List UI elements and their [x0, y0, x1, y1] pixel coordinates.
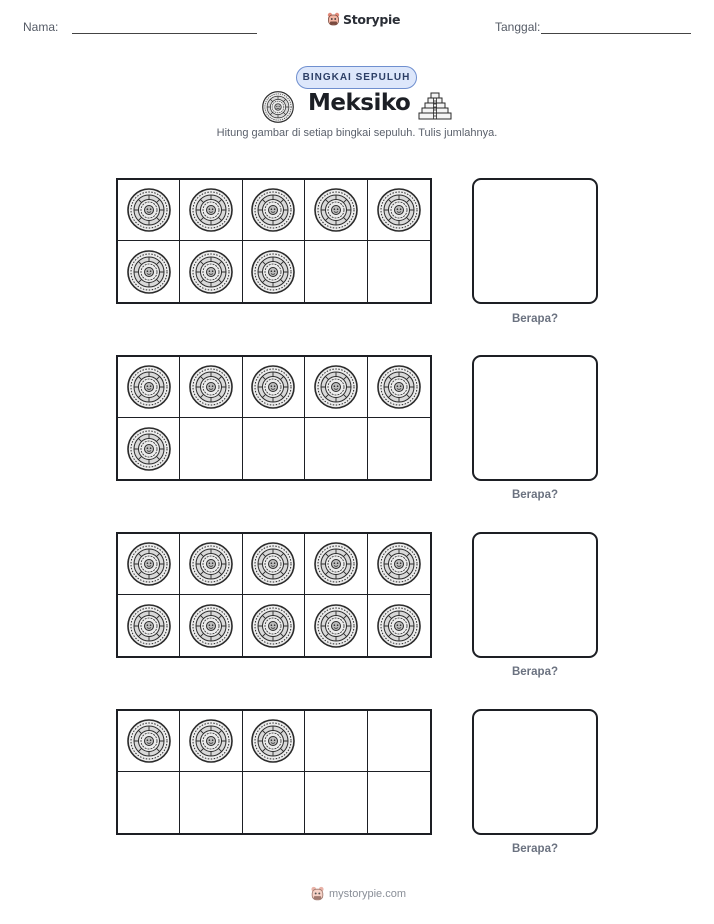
aztec-calendar-stone-icon [189, 719, 233, 763]
aztec-calendar-stone-icon [251, 365, 295, 409]
name-label: Nama: [23, 20, 59, 34]
ten-frame-2 [116, 355, 432, 481]
aztec-calendar-stone-icon [377, 542, 421, 586]
aztec-calendar-stone-icon [251, 542, 295, 586]
ten-frame-cell [180, 418, 242, 479]
aztec-calendar-stone-icon [314, 604, 358, 648]
ten-frame-cell [243, 711, 305, 772]
ten-frame-cell [180, 357, 242, 418]
answer-label-2: Berapa? [511, 489, 559, 501]
ten-frame-4 [116, 709, 432, 835]
ten-frame-cell [180, 241, 242, 302]
answer-box-3[interactable] [472, 532, 598, 658]
aztec-calendar-stone-icon [377, 604, 421, 648]
ten-frame-cell [180, 180, 242, 241]
ten-frame-cell [180, 534, 242, 595]
ten-frame-cell [180, 772, 242, 833]
ten-frame-cell [368, 711, 430, 772]
ten-frame-cell [368, 180, 430, 241]
ten-frame-cell [243, 534, 305, 595]
aztec-calendar-stone-icon [127, 542, 171, 586]
aztec-calendar-stone-icon [127, 719, 171, 763]
ten-frame-cell [243, 595, 305, 656]
ten-frame-cell [305, 180, 367, 241]
ten-frame-cell [243, 418, 305, 479]
aztec-calendar-stone-icon [127, 250, 171, 294]
aztec-calendar-stone-icon [251, 250, 295, 294]
aztec-calendar-stone-icon [189, 542, 233, 586]
aztec-calendar-stone-icon [189, 188, 233, 232]
ten-frame-cell [305, 772, 367, 833]
aztec-calendar-stone-icon [127, 365, 171, 409]
mayan-pyramid-icon [418, 92, 452, 120]
ten-frame-cell [243, 180, 305, 241]
answer-box-4[interactable] [472, 709, 598, 835]
ten-frame-cell [118, 772, 180, 833]
aztec-calendar-stone-icon [189, 365, 233, 409]
ten-frame-cell [305, 357, 367, 418]
ten-frame-1 [116, 178, 432, 304]
aztec-calendar-stone-icon [251, 719, 295, 763]
ten-frame-cell [180, 595, 242, 656]
storypie-mascot-icon [327, 12, 340, 27]
ten-frame-cell [118, 711, 180, 772]
ten-frame-cell [118, 534, 180, 595]
aztec-calendar-stone-icon [127, 188, 171, 232]
date-label: Tanggal: [495, 20, 541, 34]
aztec-calendar-stone-icon [314, 542, 358, 586]
ten-frame-cell [368, 241, 430, 302]
ten-frame-cell [305, 534, 367, 595]
ten-frame-cell [243, 772, 305, 833]
footer [310, 886, 406, 902]
ten-frame-cell [243, 241, 305, 302]
ten-frame-cell [305, 595, 367, 656]
ten-frame-cell [243, 357, 305, 418]
aztec-calendar-stone-icon [189, 604, 233, 648]
ten-frame-cell [368, 534, 430, 595]
instructions: Hitung gambar di setiap bingkai sepuluh. Tulis jumlahnya. [216, 127, 498, 139]
aztec-calendar-stone-icon [251, 604, 295, 648]
answer-label-4: Berapa? [511, 843, 559, 855]
aztec-calendar-stone-icon [377, 188, 421, 232]
ten-frame-cell [368, 595, 430, 656]
aztec-calendar-stone-icon [377, 365, 421, 409]
ten-frame-cell [368, 418, 430, 479]
ten-frame-cell [305, 418, 367, 479]
aztec-calendar-stone-icon [127, 427, 171, 471]
aztec-calendar-stone-icon [127, 604, 171, 648]
ten-frame-cell [118, 418, 180, 479]
name-line[interactable] [72, 33, 257, 34]
footer-url: mystorypie.com [329, 888, 407, 900]
brand-logo [327, 12, 400, 27]
ten-frame-cell [118, 180, 180, 241]
ten-frame-cell [305, 241, 367, 302]
answer-label-3: Berapa? [511, 666, 559, 678]
ten-frame-cell [368, 772, 430, 833]
ten-frame-cell [118, 357, 180, 418]
ten-frame-cell [118, 595, 180, 656]
aztec-calendar-stone-icon [314, 365, 358, 409]
ten-frame-cell [305, 711, 367, 772]
ten-frame-cell [368, 357, 430, 418]
answer-box-1[interactable] [472, 178, 598, 304]
brand-name: Storypie [343, 12, 401, 27]
page-title: Meksiko [308, 90, 411, 116]
aztec-calendar-stone-icon [251, 188, 295, 232]
storypie-mascot-icon [310, 886, 325, 902]
aztec-calendar-stone-icon [189, 250, 233, 294]
ten-frame-cell [118, 241, 180, 302]
aztec-calendar-stone-icon [262, 91, 294, 123]
ten-frame-cell [180, 711, 242, 772]
worksheet-type-badge: BINGKAI SEPULUH [296, 66, 417, 89]
date-line[interactable] [541, 33, 691, 34]
answer-box-2[interactable] [472, 355, 598, 481]
answer-label-1: Berapa? [511, 313, 559, 325]
aztec-calendar-stone-icon [314, 188, 358, 232]
ten-frame-3 [116, 532, 432, 658]
